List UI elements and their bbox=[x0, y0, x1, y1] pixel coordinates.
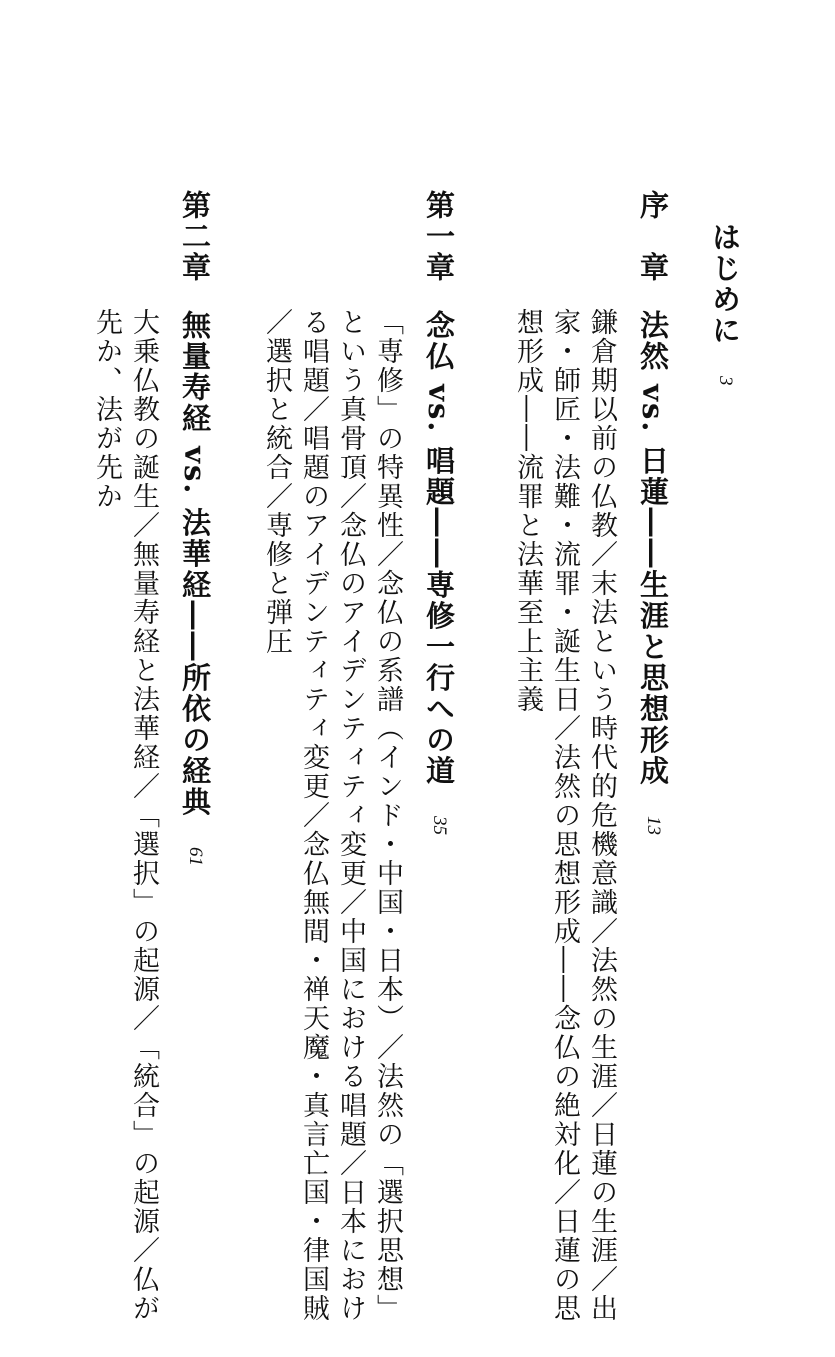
chapter-2-section-line-2: 先か、法が先か bbox=[91, 308, 122, 511]
preface-page-number: 3 bbox=[715, 376, 736, 386]
chapter-1-section-line-2: という真骨頂／念仏のアイデンティティ変更／中国における唱題／日本におけ bbox=[335, 308, 366, 1323]
chapter-0-label: 序 章 bbox=[636, 190, 670, 283]
chapter-0-section-line-1: 鎌倉期以前の仏教／末法という時代的危機意識／法然の生涯／日蓮の生涯／出 bbox=[586, 308, 617, 1323]
chapter-1-heading[interactable] bbox=[422, 190, 456, 836]
chapter-2-title: 無量寿経 vs. 法華経――所依の経典 bbox=[178, 310, 212, 818]
chapter-2-label: 第二章 bbox=[178, 190, 212, 283]
chapter-1-section-line-4: ／選択と統合／専修と弾圧 bbox=[261, 308, 292, 656]
preface-title: はじめに bbox=[708, 222, 742, 346]
chapter-0-section-line-2: 家・師匠・法難・流罪・誕生日／法然の思想形成――念仏の絶対化／日蓮の思 bbox=[549, 308, 580, 1323]
chapter-2-section-line-1: 大乗仏教の誕生／無量寿経と法華経／「選択」の起源／「統合」の起源／仏が bbox=[128, 308, 159, 1323]
chapter-0-title: 法然 vs. 日蓮――生涯と思想形成 bbox=[636, 310, 670, 787]
chapter-1-section-line-3: る唱題／唱題のアイデンティティ変更／念仏無間・禅天魔・真言亡国・律国賊 bbox=[298, 308, 329, 1323]
chapter-1-page-number: 35 bbox=[429, 816, 450, 836]
chapter-0-section-line-3: 想形成――流罪と法華至上主義 bbox=[512, 308, 543, 714]
preface-entry[interactable] bbox=[708, 222, 742, 386]
chapter-1-section-line-1: 「専修」の特異性／念仏の系譜（インド・中国・日本）／法然の「選択思想」 bbox=[372, 308, 403, 1323]
chapter-0-heading[interactable] bbox=[636, 190, 670, 836]
chapter-2-heading[interactable] bbox=[178, 190, 212, 867]
chapter-1-label: 第一章 bbox=[422, 190, 456, 283]
chapter-1-title: 念仏 vs. 唱題――専修一行への道 bbox=[422, 310, 456, 787]
chapter-2-page-number: 61 bbox=[185, 847, 206, 867]
chapter-0-page-number: 13 bbox=[643, 816, 664, 836]
